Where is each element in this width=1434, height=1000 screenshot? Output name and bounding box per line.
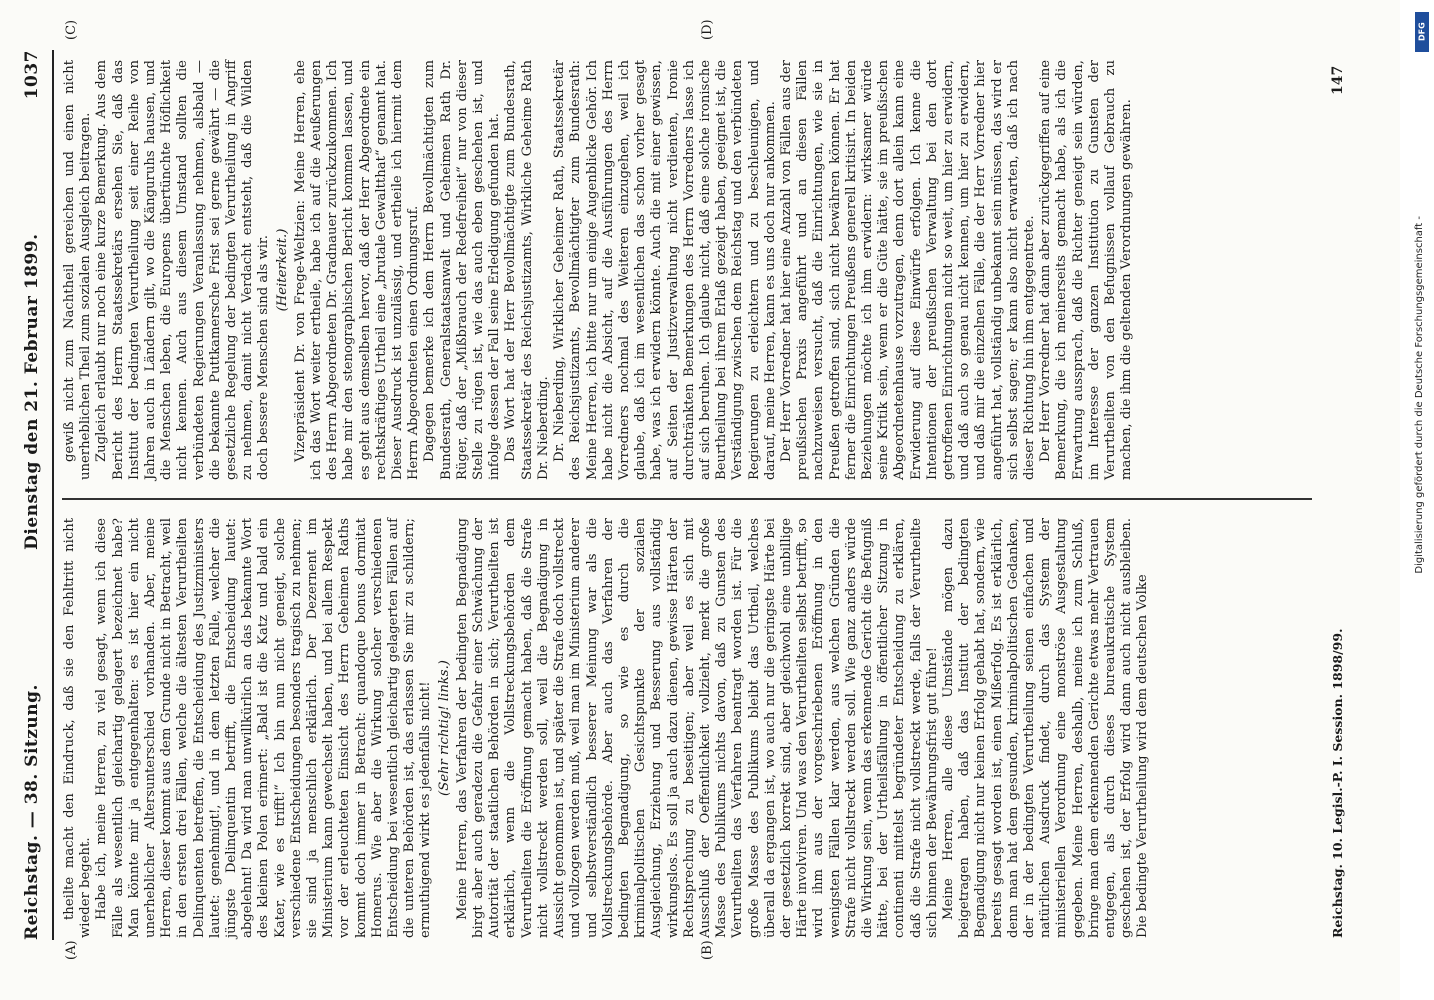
margin-marker-a: (A)	[64, 940, 79, 960]
speaker-paragraph: Vizepräsident Dr. von Frege-Weltzien: Meine Herren, ehe ich das Wort weiter ertheile, habe ich auf die Aeußerungen des Herrn Abgeordneten Dr. Gradnauer zurückzukommen. Ich habe mir den stenographischen Bericht kommen lassen, und es geht aus demselben hervor, daß der Herr Abgeordnete ein rechtskräftiges Urtheil eine „brutale Gewaltthat“ genannt hat. Dieser Ausdruck ist unzulässig, und ertheile ich hiermit dem Herrn Abgeordneten einen Ordnungsruf.	[292, 60, 422, 480]
paragraph: Dagegen bemerke ich dem Herrn Bevollmächtigten zum Bundesrath, Generalstaatsanwalt und Geheimen Rath Dr. Rüger, daß der „Mißbrauch der Redefreiheit“ nur von dieser Stelle zu rügen ist, wie das auch eben geschehen ist, und infolge dessen der Fall seine Erledigung gefunden hat.	[422, 60, 503, 480]
dfg-logo	[1415, 12, 1429, 52]
left-column	[62, 518, 1152, 938]
paragraph: Meine Herren, alle diese Umstände mögen dazu beigetragen haben, daß das Institut der bedingten Begnadigung nicht nur keinen Erfolg gehabt hat, sondern, wie bereits gesagt worden ist, einen Mißerfolg. Es ist erklärlich, denn man hat dem gesunden, kriminalpolitischen Gedanken, der in der bedingten Verurtheilung seinen einfachen und natürlichen Ausdruck findet, durch das System der ministeriellen Verordnung eine monströse Ausgestaltung gegeben. Meine Herren, deshalb, meine ich zum Schluß, bringe man dem erkennenden Gerichte etwas mehr Vertrauen entgegen, als durch dieses bureaukratische System geschehen ist, der Erfolg wird dann auch nicht ausbleiben. Die bedingte Verurtheilung wird dem deutschen Volke	[940, 518, 1151, 938]
paragraph: Der Herr Vorredner hat dann aber zurückgegriffen auf eine Bemerkung, die ich meinerseits gemacht habe, als ich die Erwartung aussprach, daß die Richter geneigt sein würden, im Interesse der ganzen Institution zu Gunsten der Verurtheilten von den Befugnissen vollauf Gebrauch zu machen, die ihm die geltenden Verordnungen gewähren.	[1038, 60, 1135, 480]
digitization-notice	[1412, 6, 1432, 786]
paragraph: Zugleich erlaubt nur noch eine kurze Bemerkung. Aus dem Bericht des Herrn Staatssekretärs ersehen Sie, daß das Institut der bedingten Verurtheilung seit einer Reihe von Jahren auch in Ländern gilt, wo die Känguruhs hausen, und die Menschen leben, die Europens übertünchte Höflichkeit nicht kennen. Auch aus diesem Umstand sollten die verbündeten Regierungen Veranlassung nehmen, alsbald — die bekannte Puttkamersche Frist sei gerne gewährt — die gesetzliche Regelung der bedingten Verurtheilung in Angriff zu nehmen, damit nicht Verdacht entsteht, daß die Wilden doch bessere Menschen sind als wir.	[94, 60, 272, 480]
paragraph: Das Wort hat der Herr Bevollmächtigte zum Bundesrath, Staatssekretär des Reichsjustizamts, Wirkliche Geheime Rath Dr. Nieberding.	[503, 60, 551, 480]
page-number: 1037	[22, 50, 42, 100]
paragraph: gewiß nicht zum Nachtheil gereichen und einen nicht unerheblichen Theil zum sozialen Ausgleich beitragen.	[62, 60, 94, 480]
header-rule	[52, 50, 54, 940]
paragraph: Habe ich, meine Herren, zu viel gesagt, wenn ich diese Fälle als wesentlich gleichartig gelagert bezeichnet habe? Man könnte mir ja entgegenhalten: es ist hier ein nicht unerheblicher Altersunterschied vorhanden. Aber, meine Herren, dieser kommt aus dem Grunde nicht in Betracht, weil in den ersten drei Fällen, welche die ältesten Verurtheilten Delinquenten betreffen, die Entscheidung des Justizministers lautet: genehmigt!, und in dem letzten Falle, welcher die jüngste Delinquentin betrifft, die Entscheidung lautet: abgelehnt! Da wird man unwillkürlich an das bekannte Wort des kleinen Polen erinnert: „Bald ist die Katz und bald ein Kater, wie es trifft!“ Ich bin nun nicht geneigt, solche verschiedene Entscheidungen besonders tragisch zu nehmen; sie sind ja menschlich erklärlich. Der Dezernent im Ministerium kann gewechselt haben, und bei allem Respekt vor der erleuchteten Einsicht des Herrn Geheimen Raths kommt doch immer in Betracht: quandoque bonus dormitat Homerus. Wie aber die Wirkung solcher verschiedenen Entscheidung bei wesentlich gleichartig gelagerten Fällen auf die unteren Behörden ist, das erlassen Sie mir zu schildern; ermuthigend wirkt es jedenfalls nicht!	[94, 518, 434, 938]
footer-session: Reichstag. 10. Legisl.-P. I. Session. 1898/99.	[1330, 628, 1345, 938]
margin-marker-c: (C)	[64, 19, 79, 40]
margin-marker-b: (B)	[700, 940, 715, 960]
digitization-notice-text: Digitalisierung gefördert durch die Deutsche Forschungsgemeinschaft -	[1414, 216, 1425, 574]
right-column	[62, 60, 1135, 480]
speaker-paragraph: Dr. Nieberding, Wirklicher Geheimer Rath, Staatssekretär des Reichsjustizamts, Bevollmächtigter zum Bundesrath: Meine Herren, ich bitte nur um einige Augenblicke Gehör. Ich habe nicht die Absicht, auf die Ausführungen des Herrn Vorredners nochmal des Weiteren einzugehen, weil ich glaube, daß ich im wesentlichen das schon vorher gesagt habe, was ich erwidern könnte. Auch die mit einer gewissen, auf Seiten der Justizverwaltung nicht verdienten, Ironie durchtränkten Bemerkungen des Herrn Vorredners lasse ich auf sich beruhen. Ich glaube nicht, daß eine solche ironische Beurtheilung bei ihrem Erlaß gezeigt haben, geeignet ist, die Verständigung zwischen dem Reichstag und den verbündeten Regierungen zu erleichtern und zu beschleunigen, und darauf, meine Herren, kann es uns doch nur ankommen.	[552, 60, 778, 480]
header-date: Dienstag den 21. Februar 1899.	[22, 233, 42, 550]
interjection: (Sehr richtig! links.)	[436, 660, 452, 796]
margin-marker-d: (D)	[700, 19, 715, 40]
footer-sheet-number: 147	[1330, 65, 1346, 95]
interjection: (Heiterkeit.)	[274, 228, 290, 312]
paragraph: Der Herr Vorredner hat hier eine Anzahl von Fällen aus der preußischen Praxis angeführt und an diesen Fällen nachzuweisen versucht, daß die Einrichtungen, wie sie in Preußen getroffen sind, sich nicht bewähren können. Er hat ferner die Einrichtungen Preußens generell kritisirt. In beiden Beziehungen möchte ich ihm erwidern: wirksamer würde seine Kritik sein, wenn er die Güte hätte, sie im preußischen Abgeordnetenhause vorzutragen, denn dort allein kann eine Erwiderung auf diese Einwürfe erfolgen. Ich kenne die Intentionen der preußischen Verwaltung bei den dort getroffenen Einrichtungen nicht so weit, um hier zu erwidern, und daß auch so genau nicht kennen, um hier zu erwidern, und daß mir die einzelnen Fälle, die der Herr Vorredner hier angeführt hat, vollständig unbekannt sein müssen, das wird er sich selbst sagen; er kann also nicht erwarten, daß ich nach dieser Richtung hin ihm entgegentrete.	[778, 60, 1037, 480]
paragraph: Meine Herren, das Verfahren der bedingten Begnadigung birgt aber auch geradezu die Gefahr einer Schwächung der Autorität der staatlichen Behörden in sich; Verurtheilten ist erklärlich, wenn die Vollstreckungsbehörden dem Verurtheilten die Eröffnung gemacht haben, daß die Strafe nicht vollstreckt werden soll, weil die Begnadigung in Aussicht genommen ist, und später die Strafe doch vollstreckt und vollzogen werden muß, weil man im Ministerium anderer und selbstverständlich besserer Meinung war als die Vollstreckungsbehörde. Aber auch das Verfahren der bedingten Begnadigung, so wie es durch die kriminalpolitischen Gesichtspunkte der sozialen Ausgleichung, Erziehung und Besserung aus vollständig wirkungslos. Es soll ja auch dazu dienen, gewisse Härten der Rechtsprechung zu beseitigen; aber weil es sich mit Ausschluß der Oeffentlichkeit vollzieht, merkt die große Masse des Publikums nichts davon, daß zu Gunsten des Verurtheilten das Verfahren beantragt worden ist. Für die große Masse des Publikums bleibt das Urtheil, welches überall da ergangen ist, wo auch nur die geringste Härte bei der gesetzlich korrekt sind, aber gleichwohl eine unbillige Härte involviren. Und was den Verurtheilten selbst betrifft, so wird ihm aus der vorgeschriebenen Eröffnung in den wenigsten Fällen klar werden, aus welchen Gründen die Strafe nicht vollstreckt werden soll. Wie ganz anders würde die Wirkung sein, wenn das erkennende Gericht die Befugniß hätte, bei der Urtheilsfällung in öffentlicher Sitzung in continenti mittelst begründeter Entscheidung zu erklären, daß die Strafe nicht vollstreckt werde, falls der Verurtheilte sich binnen der Bewährungsfrist gut führe!	[454, 518, 940, 938]
dfg-logo-text: DFG	[1417, 22, 1427, 42]
header-left: Reichstag. — 38. Sitzung.	[22, 684, 42, 940]
page-header	[12, 50, 52, 940]
paragraph: theilte macht den Eindruck, daß sie den Fehltritt nicht wieder begeht.	[62, 518, 94, 938]
column-divider	[62, 498, 1312, 500]
